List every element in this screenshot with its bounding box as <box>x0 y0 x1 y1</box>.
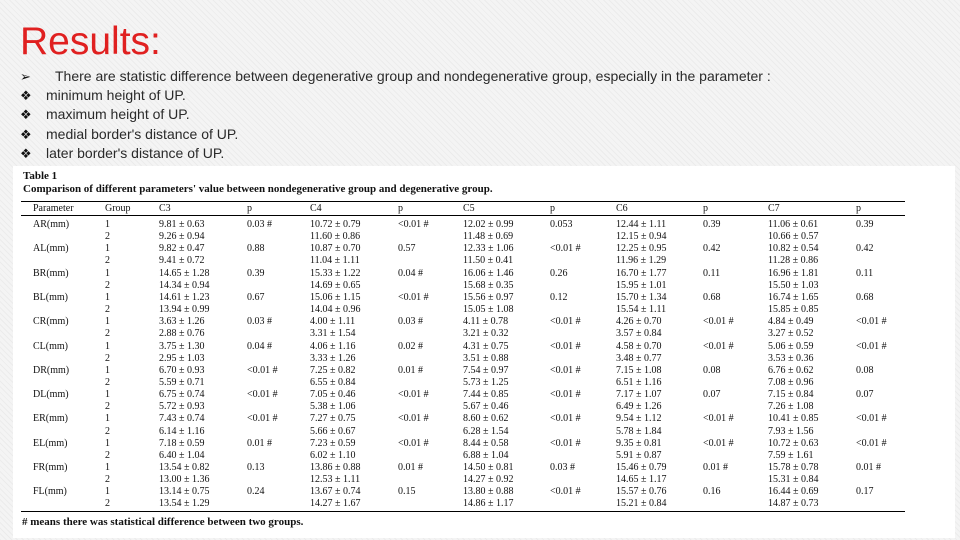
table-cell: <0.01 # <box>550 486 581 498</box>
table-cell: 14.87 ± 0.73 <box>768 498 819 510</box>
table-bottom-rule <box>21 511 905 512</box>
table-footnote: # means there was statistical difference between two groups. <box>22 516 304 528</box>
table-cell: 2 <box>105 304 110 316</box>
table-cell: 0.15 <box>398 486 416 498</box>
table-cell: 15.33 ± 1.22 <box>310 267 361 279</box>
table-cell: 6.88 ± 1.04 <box>463 449 509 461</box>
diamond-bullet-icon: ❖ <box>20 145 32 161</box>
table-cell: 0.39 <box>247 267 265 279</box>
table-row <box>13 389 955 401</box>
table-cell: 7.27 ± 0.75 <box>310 413 356 425</box>
table-cell: 4.31 ± 0.75 <box>463 340 509 352</box>
table-cell: 0.01 # <box>398 364 423 376</box>
table-cell: 12.25 ± 0.95 <box>616 243 667 255</box>
table-cell: 15.85 ± 0.85 <box>768 304 819 316</box>
table-cell: 16.74 ± 1.65 <box>768 291 819 303</box>
table-row <box>13 426 955 438</box>
table-cell: ER(mm) <box>33 413 68 425</box>
table-cell: 9.82 ± 0.47 <box>159 243 205 255</box>
table-cell: 15.78 ± 0.78 <box>768 462 819 473</box>
table-cell: 0.24 <box>247 486 265 498</box>
table-cell: 0.11 <box>703 267 721 279</box>
table-cell: 1 <box>105 219 110 230</box>
table-cell: <0.01 # <box>856 340 887 352</box>
table-cell: 13.14 ± 0.75 <box>159 486 210 498</box>
table-cell: 12.33 ± 1.06 <box>463 243 514 255</box>
table-cell: <0.01 # <box>550 316 581 328</box>
table-cell: 0.11 <box>856 267 874 279</box>
table-cell: 13.54 ± 1.29 <box>159 498 210 510</box>
table-cell: 14.04 ± 0.96 <box>310 304 361 316</box>
table-cell: 0.67 <box>247 291 265 303</box>
table-cell: 15.95 ± 1.01 <box>616 279 667 291</box>
table-cell: 15.21 ± 0.84 <box>616 498 667 510</box>
table-cell: 0.07 <box>703 389 721 401</box>
table-cell: 13.80 ± 0.88 <box>463 486 514 498</box>
table-cell: 10.72 ± 0.63 <box>768 437 819 449</box>
table-cell: 0.42 <box>856 243 874 255</box>
table-cell: <0.01 # <box>398 389 429 401</box>
table-cell: <0.01 # <box>247 413 278 425</box>
table-cell: 2.88 ± 0.76 <box>159 328 205 340</box>
table-cell: 2 <box>105 255 110 267</box>
table-cell: AL(mm) <box>33 243 69 255</box>
diamond-bullet-icon: ❖ <box>20 107 32 123</box>
header-cell: C4 <box>310 203 322 214</box>
table-cell: 0.01 # <box>398 462 423 473</box>
table-cell: 14.34 ± 0.94 <box>159 279 210 291</box>
results-table-image <box>13 166 955 538</box>
table-cell: 13.86 ± 0.88 <box>310 462 361 473</box>
bullet-text: minimum height of UP. <box>46 87 186 104</box>
table-cell: 6.28 ± 1.54 <box>463 425 509 437</box>
header-cell: Group <box>105 203 131 214</box>
bullet-item-medial-border <box>20 125 950 144</box>
table-cell: <0.01 # <box>550 437 581 449</box>
table-cell: 0.39 <box>703 219 721 230</box>
table-cell: 3.53 ± 0.36 <box>768 352 814 364</box>
table-cell: DL(mm) <box>33 389 69 401</box>
table-cell: 13.00 ± 1.36 <box>159 474 210 486</box>
table-row <box>13 231 955 243</box>
header-cell: C5 <box>463 203 475 214</box>
table-cell: 5.66 ± 0.67 <box>310 425 356 437</box>
table-cell: 7.54 ± 0.97 <box>463 364 509 376</box>
table-cell: BL(mm) <box>33 291 68 303</box>
table-cell: 15.54 ± 1.11 <box>616 304 667 316</box>
table-cell: 1 <box>105 340 110 352</box>
table-row <box>13 365 955 377</box>
table-cell: 0.03 # <box>247 316 272 328</box>
table-cell: 13.94 ± 0.99 <box>159 304 210 316</box>
bullet-item-later-border <box>20 144 950 163</box>
table-cell: 16.70 ± 1.77 <box>616 267 667 279</box>
table-cell: 9.81 ± 0.63 <box>159 219 205 230</box>
table-cell: 6.51 ± 1.16 <box>616 376 662 388</box>
table-top-rule <box>21 201 905 202</box>
bullet-text: medial border's distance of UP. <box>46 125 239 142</box>
table-cell: <0.01 # <box>703 437 734 449</box>
table-cell: 3.51 ± 0.88 <box>463 352 509 364</box>
table-cell: 5.72 ± 0.93 <box>159 401 205 413</box>
table-cell: 2 <box>105 279 110 291</box>
table-cell: 6.55 ± 0.84 <box>310 376 356 388</box>
table-cell: CL(mm) <box>33 340 68 352</box>
table-cell: 6.70 ± 0.93 <box>159 364 205 376</box>
table-cell: 3.48 ± 0.77 <box>616 352 662 364</box>
table-cell: 6.76 ± 0.62 <box>768 364 814 376</box>
table-cell: 5.73 ± 1.25 <box>463 376 509 388</box>
bullet-item-maximum-height <box>20 105 950 124</box>
table-row <box>13 353 955 365</box>
bullet-list <box>20 67 950 163</box>
table-cell: <0.01 # <box>550 340 581 352</box>
table-cell: 15.31 ± 0.84 <box>768 474 819 486</box>
table-cell: 14.69 ± 0.65 <box>310 279 361 291</box>
table-cell: 6.40 ± 1.04 <box>159 449 205 461</box>
table-cell: 10.72 ± 0.79 <box>310 219 361 230</box>
table-cell: 10.82 ± 0.54 <box>768 243 819 255</box>
table-cell: 0.01 # <box>856 462 881 473</box>
table-cell: 2 <box>105 474 110 486</box>
table-cell: 9.41 ± 0.72 <box>159 255 205 267</box>
table-cell: 1 <box>105 389 110 401</box>
diamond-bullet-icon: ❖ <box>20 88 32 104</box>
table-row <box>13 413 955 425</box>
table-cell: 0.03 # <box>550 462 575 473</box>
table-cell: 6.75 ± 0.74 <box>159 389 205 401</box>
table-cell: 1 <box>105 291 110 303</box>
header-cell: p <box>550 203 555 214</box>
table-cell: 15.46 ± 0.79 <box>616 462 667 473</box>
table-cell: 2 <box>105 376 110 388</box>
table-cell: 0.08 <box>703 364 721 376</box>
table-cell: 5.91 ± 0.87 <box>616 449 662 461</box>
table-cell: <0.01 # <box>703 340 734 352</box>
table-cell: 8.60 ± 0.62 <box>463 413 509 425</box>
table-row <box>13 243 955 255</box>
table-cell: <0.01 # <box>247 389 278 401</box>
table-cell: 7.18 ± 0.59 <box>159 437 205 449</box>
table-cell: 1 <box>105 486 110 498</box>
table-cell: 15.06 ± 1.15 <box>310 291 361 303</box>
table-cell: <0.01 # <box>703 316 734 328</box>
table-cell: 6.49 ± 1.26 <box>616 401 662 413</box>
table-cell: 14.50 ± 0.81 <box>463 462 514 473</box>
bullet-text: maximum height of UP. <box>46 106 190 123</box>
table-cell: <0.01 # <box>856 413 887 425</box>
table-row <box>13 316 955 328</box>
table-cell: 0.12 <box>550 291 568 303</box>
table-cell: <0.01 # <box>247 364 278 376</box>
table-cell: 1 <box>105 437 110 449</box>
bullet-item-minimum-height <box>20 86 950 105</box>
table-cell: 14.65 ± 1.17 <box>616 474 667 486</box>
table-cell: 0.02 # <box>398 340 423 352</box>
table-cell: 7.08 ± 0.96 <box>768 376 814 388</box>
table-cell: 1 <box>105 413 110 425</box>
table-cell: 13.54 ± 0.82 <box>159 462 210 473</box>
table-cell: 0.08 <box>856 364 874 376</box>
table-cell: 2 <box>105 449 110 461</box>
table-cell: 16.44 ± 0.69 <box>768 486 819 498</box>
table-cell: <0.01 # <box>398 413 429 425</box>
table-cell: FR(mm) <box>33 462 68 473</box>
table-cell: 1 <box>105 267 110 279</box>
table-cell: 10.41 ± 0.85 <box>768 413 819 425</box>
table-cell: 4.26 ± 0.70 <box>616 316 662 328</box>
table-cell: 5.06 ± 0.59 <box>768 340 814 352</box>
table-label: Table 1 <box>23 170 58 182</box>
table-cell: 3.31 ± 1.54 <box>310 328 356 340</box>
table-cell: 4.11 ± 0.78 <box>463 316 509 328</box>
table-cell: 3.33 ± 1.26 <box>310 352 356 364</box>
table-cell: 7.59 ± 1.61 <box>768 449 814 461</box>
table-header-row <box>13 203 955 215</box>
table-cell: 2 <box>105 328 110 340</box>
table-cell: 14.27 ± 0.92 <box>463 474 514 486</box>
table-cell: 1 <box>105 462 110 473</box>
table-cell: BR(mm) <box>33 267 69 279</box>
table-cell: 15.56 ± 0.97 <box>463 291 514 303</box>
table-cell: 11.04 ± 1.11 <box>310 255 360 267</box>
table-row <box>13 474 955 486</box>
table-cell: 3.21 ± 0.32 <box>463 328 509 340</box>
table-cell: 11.48 ± 0.69 <box>463 231 514 243</box>
table-row <box>13 450 955 462</box>
table-cell: 11.06 ± 0.61 <box>768 219 819 230</box>
table-cell: 1 <box>105 243 110 255</box>
table-cell: 14.61 ± 1.23 <box>159 291 210 303</box>
table-cell: 6.14 ± 1.16 <box>159 425 205 437</box>
table-cell: 7.15 ± 1.08 <box>616 364 662 376</box>
table-cell: 11.60 ± 0.86 <box>310 231 361 243</box>
table-cell: 7.25 ± 0.82 <box>310 364 356 376</box>
table-cell: 16.06 ± 1.46 <box>463 267 514 279</box>
table-cell: 0.68 <box>703 291 721 303</box>
table-cell: 5.67 ± 0.46 <box>463 401 509 413</box>
table-cell: 9.54 ± 1.12 <box>616 413 662 425</box>
table-cell: 7.23 ± 0.59 <box>310 437 356 449</box>
table-cell: 7.43 ± 0.74 <box>159 413 205 425</box>
table-row <box>13 328 955 340</box>
header-cell: p <box>398 203 403 214</box>
table-cell: 2 <box>105 231 110 243</box>
table-cell: 9.35 ± 0.81 <box>616 437 662 449</box>
table-cell: 11.28 ± 0.86 <box>768 255 819 267</box>
table-cell: 12.44 ± 1.11 <box>616 219 667 230</box>
table-cell: 7.17 ± 1.07 <box>616 389 662 401</box>
table-cell: 2.95 ± 1.03 <box>159 352 205 364</box>
table-cell: 0.17 <box>856 486 874 498</box>
table-cell: 0.57 <box>398 243 416 255</box>
table-row <box>13 341 955 353</box>
table-cell: <0.01 # <box>550 364 581 376</box>
table-cell: 11.96 ± 1.29 <box>616 255 667 267</box>
table-caption: Comparison of different parameters' value between nondegenerative group and degenerative group. <box>23 183 493 195</box>
table-cell: 3.57 ± 0.84 <box>616 328 662 340</box>
table-row <box>13 268 955 280</box>
table-cell: 0.13 <box>247 462 265 473</box>
table-cell: 5.38 ± 1.06 <box>310 401 356 413</box>
table-cell: 4.58 ± 0.70 <box>616 340 662 352</box>
table-cell: 0.39 <box>856 219 874 230</box>
table-cell: EL(mm) <box>33 437 68 449</box>
table-cell: 14.65 ± 1.28 <box>159 267 210 279</box>
table-row <box>13 462 955 474</box>
table-cell: 0.03 # <box>247 219 272 230</box>
table-cell: 14.86 ± 1.17 <box>463 498 514 510</box>
table-cell: 6.02 ± 1.10 <box>310 449 356 461</box>
table-cell: 14.27 ± 1.67 <box>310 498 361 510</box>
table-cell: 10.66 ± 0.57 <box>768 231 819 243</box>
table-cell: 3.27 ± 0.52 <box>768 328 814 340</box>
table-cell: <0.01 # <box>398 219 429 230</box>
diamond-bullet-icon: ❖ <box>20 126 32 142</box>
table-cell: 5.59 ± 0.71 <box>159 376 205 388</box>
table-row <box>13 498 955 510</box>
table-cell: 0.42 <box>703 243 721 255</box>
table-row <box>13 438 955 450</box>
table-cell: 0.68 <box>856 291 874 303</box>
table-cell: 7.05 ± 0.46 <box>310 389 356 401</box>
table-cell: 4.00 ± 1.11 <box>310 316 356 328</box>
header-cell: C3 <box>159 203 171 214</box>
table-cell: 0.03 # <box>398 316 423 328</box>
table-cell: 0.01 # <box>703 462 728 473</box>
table-cell: 0.04 # <box>398 267 423 279</box>
table-cell: 12.02 ± 0.99 <box>463 219 514 230</box>
bullet-text: later border's distance of UP. <box>46 144 225 161</box>
table-cell: 4.84 ± 0.49 <box>768 316 814 328</box>
table-cell: <0.01 # <box>550 243 581 255</box>
table-row <box>13 401 955 413</box>
table-cell: <0.01 # <box>550 413 581 425</box>
table-cell: 12.15 ± 0.94 <box>616 231 667 243</box>
table-cell: DR(mm) <box>33 364 70 376</box>
bullet-item-intro <box>20 67 950 86</box>
table-cell: 1 <box>105 364 110 376</box>
table-header-rule <box>21 215 905 216</box>
table-row <box>13 292 955 304</box>
table-cell: 7.44 ± 0.85 <box>463 389 509 401</box>
table-cell: 13.67 ± 0.74 <box>310 486 361 498</box>
table-cell: AR(mm) <box>33 219 70 230</box>
table-cell: <0.01 # <box>856 437 887 449</box>
table-row <box>13 280 955 292</box>
table-cell: 15.50 ± 1.03 <box>768 279 819 291</box>
arrow-bullet-icon: ➢ <box>20 69 31 84</box>
table-cell: 8.44 ± 0.58 <box>463 437 509 449</box>
table-cell: 15.05 ± 1.08 <box>463 304 514 316</box>
table-cell: 3.75 ± 1.30 <box>159 340 205 352</box>
table-cell: 1 <box>105 316 110 328</box>
table-cell: 0.88 <box>247 243 265 255</box>
bullet-text: There are statistic difference between degenerative group and nondegenerative group, especially in the parameter : <box>55 68 771 84</box>
table-cell: 0.04 # <box>247 340 272 352</box>
table-cell: 11.50 ± 0.41 <box>463 255 514 267</box>
table-cell: 7.93 ± 1.56 <box>768 425 814 437</box>
slide-title: Results: <box>20 20 161 63</box>
table-row <box>13 377 955 389</box>
header-cell: p <box>703 203 708 214</box>
table-cell: 9.26 ± 0.94 <box>159 231 205 243</box>
table-row <box>13 219 955 231</box>
table-cell: FL(mm) <box>33 486 67 498</box>
table-cell: CR(mm) <box>33 316 69 328</box>
table-cell: 2 <box>105 498 110 510</box>
table-cell: 16.96 ± 1.81 <box>768 267 819 279</box>
table-cell: 7.15 ± 0.84 <box>768 389 814 401</box>
table-cell: 0.26 <box>550 267 568 279</box>
table-cell: 15.70 ± 1.34 <box>616 291 667 303</box>
table-cell: 12.53 ± 1.11 <box>310 474 361 486</box>
table-row <box>13 255 955 267</box>
table-cell: 7.26 ± 1.08 <box>768 401 814 413</box>
table-cell: 0.053 <box>550 219 573 230</box>
table-cell: 0.16 <box>703 486 721 498</box>
table-cell: 10.87 ± 0.70 <box>310 243 361 255</box>
table-cell: 15.68 ± 0.35 <box>463 279 514 291</box>
table-cell: 0.07 <box>856 389 874 401</box>
table-cell: 4.06 ± 1.16 <box>310 340 356 352</box>
table-cell: 2 <box>105 352 110 364</box>
table-cell: <0.01 # <box>703 413 734 425</box>
header-cell: C7 <box>768 203 780 214</box>
header-cell: p <box>247 203 252 214</box>
table-cell: <0.01 # <box>398 437 429 449</box>
header-cell: C6 <box>616 203 628 214</box>
table-cell: 15.57 ± 0.76 <box>616 486 667 498</box>
table-cell: <0.01 # <box>550 389 581 401</box>
table-cell: 2 <box>105 425 110 437</box>
table-cell: 5.78 ± 1.84 <box>616 425 662 437</box>
table-cell: 3.63 ± 1.26 <box>159 316 205 328</box>
header-cell: p <box>856 203 861 214</box>
table-row <box>13 304 955 316</box>
table-cell: 0.01 # <box>247 437 272 449</box>
table-cell: 2 <box>105 401 110 413</box>
table-cell: <0.01 # <box>398 291 429 303</box>
table-cell: <0.01 # <box>856 316 887 328</box>
table-row <box>13 486 955 498</box>
header-cell: Parameter <box>33 203 74 214</box>
